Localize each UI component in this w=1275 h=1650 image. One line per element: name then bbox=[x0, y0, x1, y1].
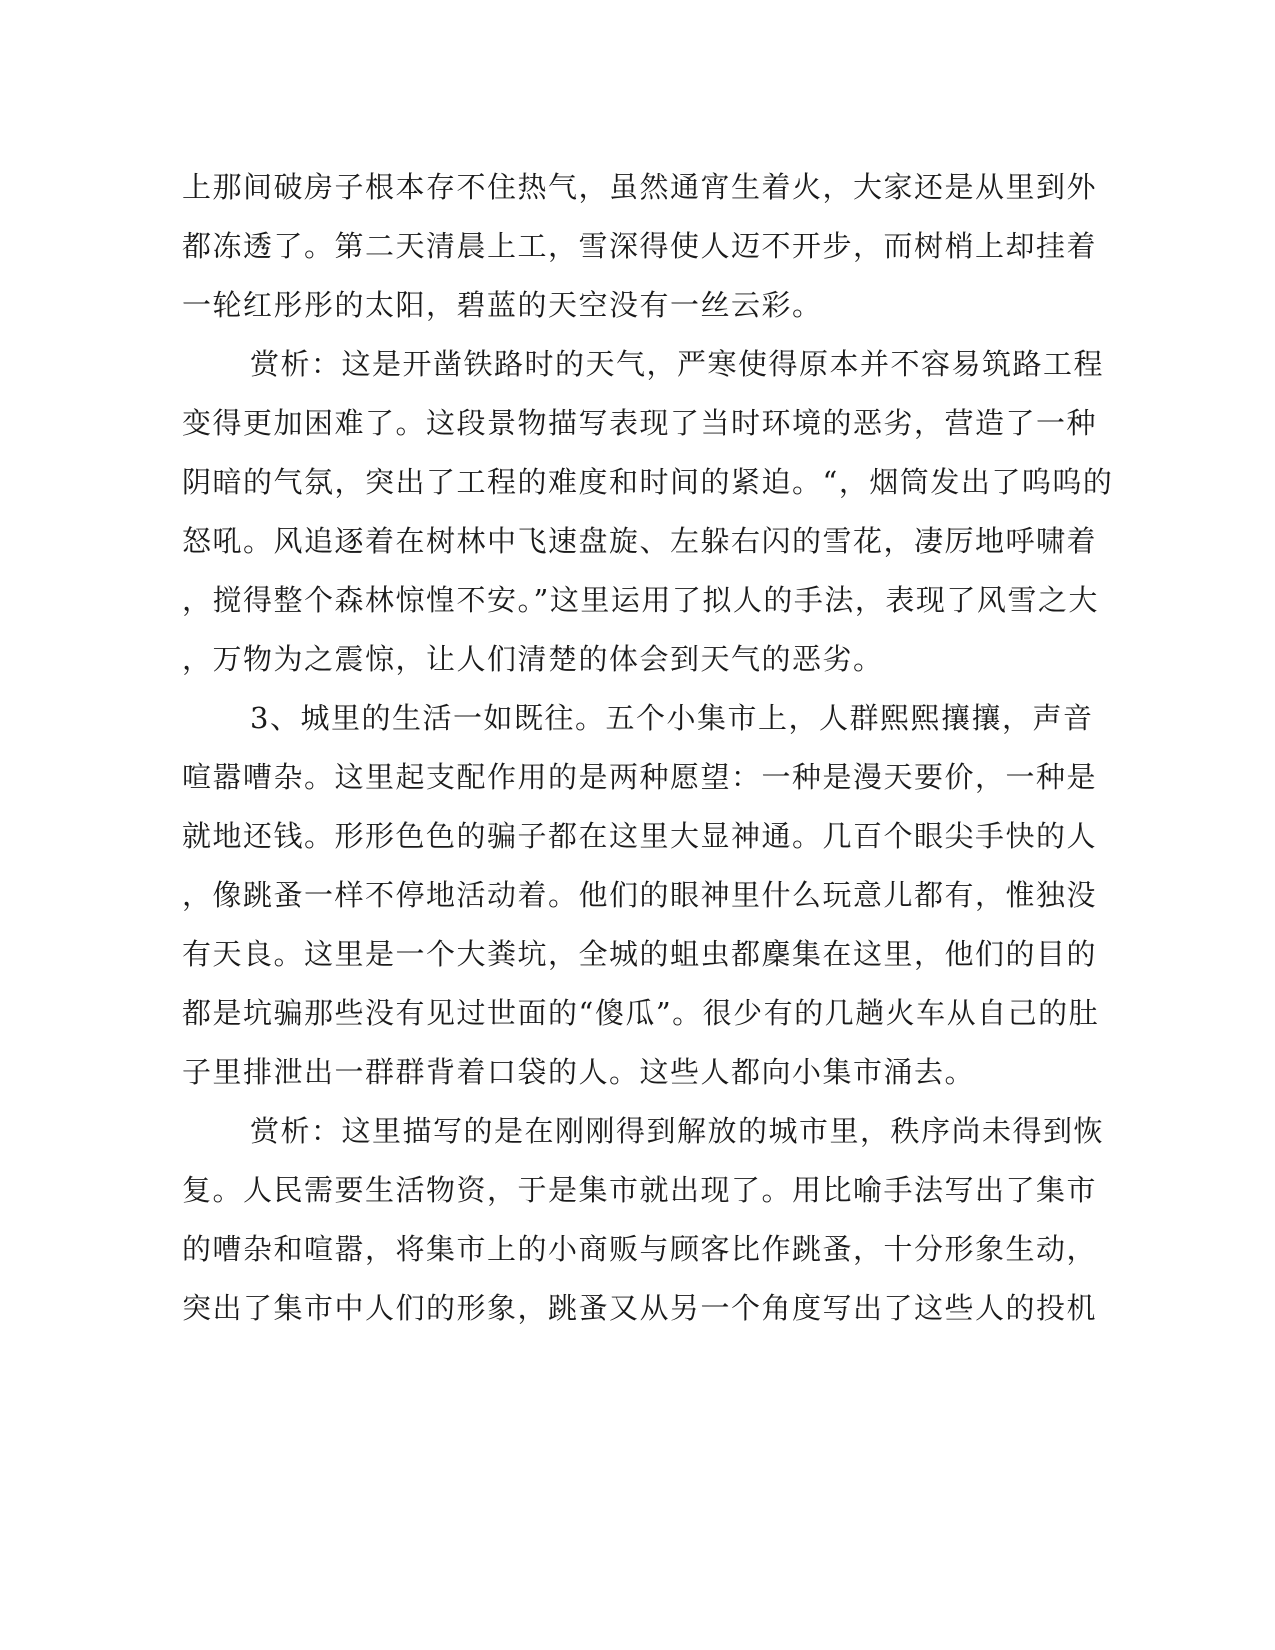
text-line: 就地还钱。形形色色的骗子都在这里大显神通。几百个眼尖手快的人 bbox=[182, 819, 1098, 853]
text-line: 子里排泄出一群群背着口袋的人。这些人都向小集市涌去。 bbox=[182, 1055, 976, 1089]
text-line: 上那间破房子根本存不住热气，虽然通宵生着火，大家还是从里到外 bbox=[182, 170, 1098, 204]
text-line: 赏析：这里描写的是在刚刚得到解放的城市里，秩序尚未得到恢 bbox=[250, 1114, 1105, 1148]
text-line: ，万物为之震惊，让人们清楚的体会到天气的恶劣。 bbox=[182, 642, 884, 676]
text-line: ，搅得整个森林惊惶不安。”这里运用了拟人的手法，表现了风雪之大 bbox=[182, 583, 1099, 617]
text-line: 突出了集市中人们的形象，跳蚤又从另一个角度写出了这些人的投机 bbox=[182, 1291, 1098, 1325]
text-line: 的嘈杂和喧嚣，将集市上的小商贩与顾客比作跳蚤，十分形象生动， bbox=[182, 1232, 1098, 1266]
text-line: 变得更加困难了。这段景物描写表现了当时环境的恶劣，营造了一种 bbox=[182, 406, 1098, 440]
text-line: 有天良。这里是一个大粪坑，全城的蛆虫都麇集在这里，他们的目的 bbox=[182, 937, 1098, 971]
text-line: 怒吼。风追逐着在树林中飞速盘旋、左躲右闪的雪花，凄厉地呼啸着 bbox=[182, 524, 1098, 558]
text-line: 喧嚣嘈杂。这里起支配作用的是两种愿望：一种是漫天要价，一种是 bbox=[182, 760, 1098, 794]
text-line: 都是坑骗那些没有见过世面的“傻瓜”。很少有的几趟火车从自己的肚 bbox=[182, 996, 1100, 1030]
text-line: 一轮红彤彤的太阳，碧蓝的天空没有一丝云彩。 bbox=[182, 288, 823, 322]
text-line: 赏析：这是开凿铁路时的天气，严寒使得原本并不容易筑路工程 bbox=[250, 347, 1105, 381]
text-line: 3、城里的生活一如既往。五个小集市上，人群熙熙攘攘，声音 bbox=[250, 701, 1094, 735]
text-line: ，像跳蚤一样不停地活动着。他们的眼神里什么玩意儿都有，惟独没 bbox=[182, 878, 1098, 912]
text-line: 都冻透了。第二天清晨上工，雪深得使人迈不开步，而树梢上却挂着 bbox=[182, 229, 1098, 263]
text-line: 复。人民需要生活物资，于是集市就出现了。用比喻手法写出了集市 bbox=[182, 1173, 1098, 1207]
body-text bbox=[182, 158, 1114, 1338]
text-line: 阴暗的气氛，突出了工程的难度和时间的紧迫。“，烟筒发出了呜呜的 bbox=[182, 465, 1114, 499]
